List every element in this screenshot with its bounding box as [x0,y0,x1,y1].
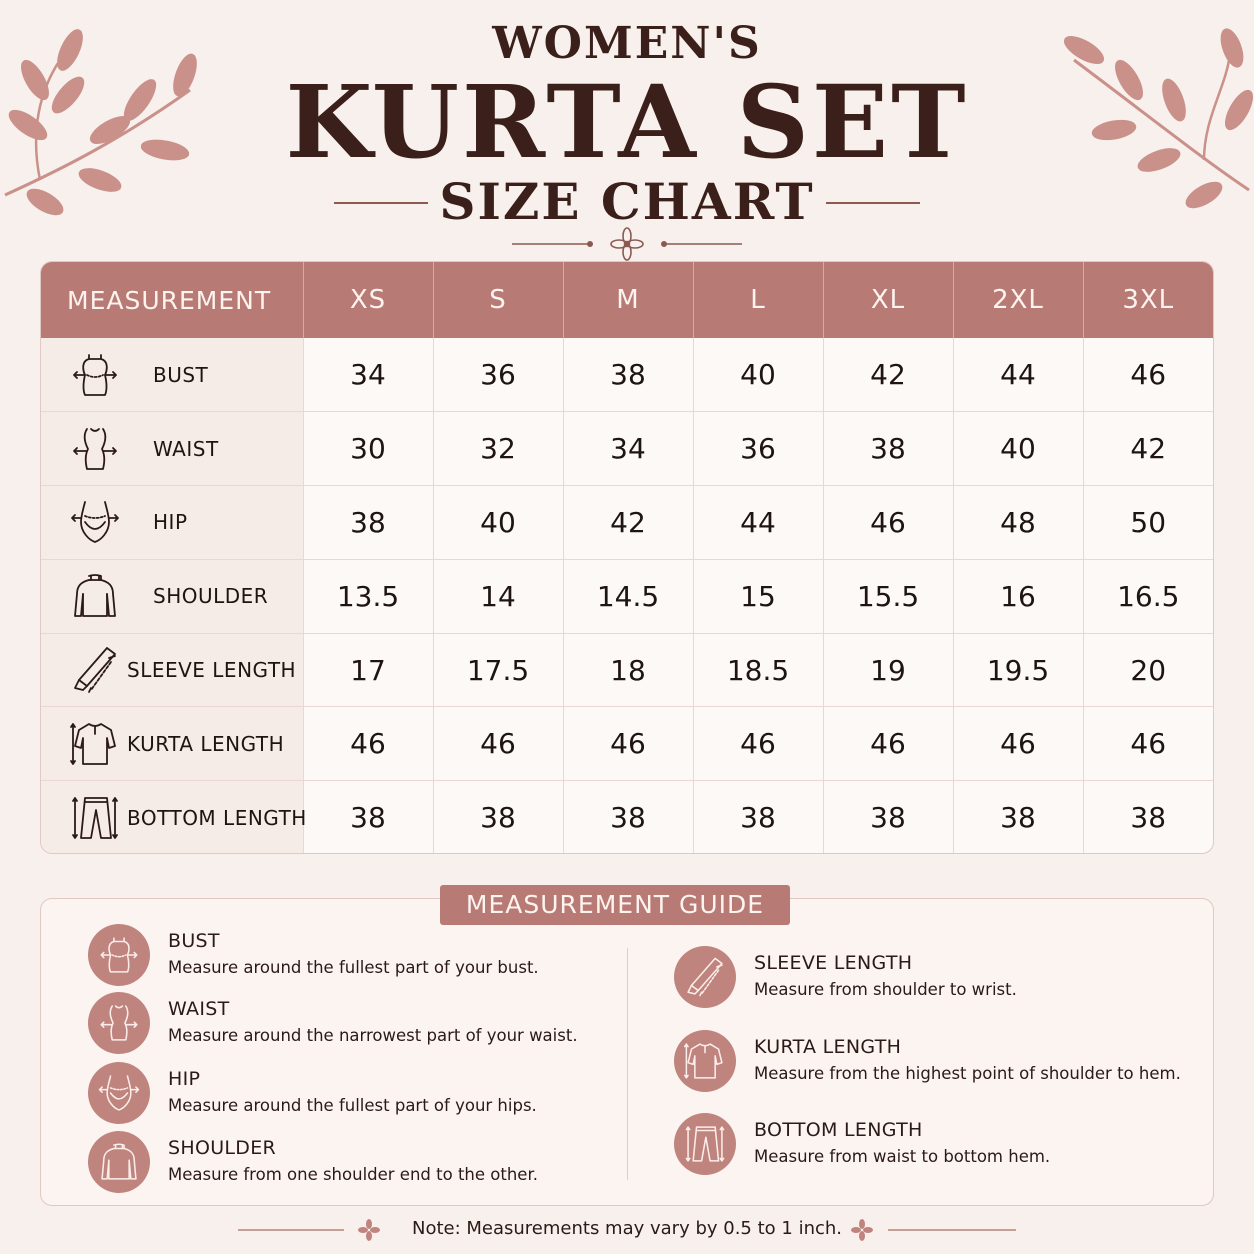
table-cell: 38 [953,781,1083,854]
table-cell: 38 [823,781,953,854]
guide-item-name: WAIST [168,998,230,1020]
guide-item-description: Measure from shoulder to wrist. [754,980,1017,999]
table-cell: 15 [693,559,823,633]
table-row [41,486,1213,560]
row-label-cell [41,633,303,707]
table-cell: 40 [953,412,1083,486]
guide-item-description: Measure around the fullest part of your hips. [168,1096,537,1115]
table-cell: 46 [1083,707,1213,781]
row-label: HIP [153,510,188,535]
flower-ornament-icon [512,226,742,262]
sleeve-icon [69,644,121,696]
guide-item-name: HIP [168,1068,201,1090]
row-label-cell [41,412,303,486]
table-cell: 44 [953,338,1083,412]
title-womens: WOMEN'S [492,18,762,69]
row-label-cell [41,707,303,781]
guide-item [674,946,1234,1010]
title-size-chart: SIZE CHART [439,172,815,231]
table-cell: 40 [693,338,823,412]
table-cell: 15.5 [823,559,953,633]
table-cell: 18 [563,633,693,707]
guide-item [88,1131,648,1195]
table-cell: 16.5 [1083,559,1213,633]
table-cell: 38 [433,781,563,854]
kurta-icon [674,1030,736,1092]
guide-item-name: SLEEVE LENGTH [754,952,913,974]
table-cell: 46 [563,707,693,781]
table-cell: 14 [433,559,563,633]
table-cell: 19 [823,633,953,707]
guide-item-name: BUST [168,930,220,952]
table-row [41,781,1213,854]
table-row [41,338,1213,412]
table-cell: 38 [563,781,693,854]
table-cell: 34 [303,338,433,412]
table-cell: 38 [303,781,433,854]
guide-item [88,924,648,988]
shoulder-icon [88,1131,150,1193]
row-label: BUST [153,362,209,387]
table-cell: 36 [693,412,823,486]
table-cell: 38 [823,412,953,486]
table-cell: 46 [303,707,433,781]
guide-item [88,1062,648,1126]
guide-item-description: Measure around the fullest part of your bust. [168,958,539,977]
column-header-3xl: 3XL [1083,262,1213,338]
sleeve-icon [674,946,736,1008]
table-body [41,338,1213,854]
row-label: SHOULDER [153,584,269,609]
table-header-row [41,262,1213,338]
column-header-xs: XS [303,262,433,338]
table-cell: 18.5 [693,633,823,707]
table-cell: 42 [563,486,693,560]
table-cell: 17.5 [433,633,563,707]
table-cell: 46 [823,707,953,781]
row-label: SLEEVE LENGTH [127,658,297,683]
row-label-cell [41,338,303,412]
table-cell: 48 [953,486,1083,560]
row-label-cell [41,559,303,633]
table-cell: 44 [693,486,823,560]
hip-icon [69,496,121,548]
guide-item [674,1030,1234,1094]
guide-item [674,1113,1234,1177]
guide-item-name: BOTTOM LENGTH [754,1119,923,1141]
table-cell: 46 [953,707,1083,781]
column-header-xl: XL [823,262,953,338]
table-row [41,412,1213,486]
shoulder-icon [69,570,121,622]
table-cell: 38 [303,486,433,560]
guide-item-description: Measure from the highest point of shoulder to hem. [754,1064,1181,1083]
size-chart-table [40,261,1214,854]
table-row [41,633,1213,707]
measurement-guide-title: MEASUREMENT GUIDE [440,885,790,925]
table-cell: 34 [563,412,693,486]
column-header-measurement: MEASUREMENT [41,262,303,338]
pants-icon [674,1113,736,1175]
row-label-cell [41,486,303,560]
hip-icon [88,1062,150,1124]
column-header-l: L [693,262,823,338]
table-cell: 46 [1083,338,1213,412]
column-header-2xl: 2XL [953,262,1083,338]
guide-item-description: Measure around the narrowest part of your waist. [168,1026,578,1045]
table-cell: 42 [823,338,953,412]
title-rule-right [826,202,920,204]
table-cell: 46 [693,707,823,781]
table-cell: 14.5 [563,559,693,633]
title-kurta-set: KURTA SET [285,63,969,181]
row-label: WAIST [153,436,219,461]
table-cell: 20 [1083,633,1213,707]
kurta-icon [69,718,121,770]
row-label: BOTTOM LENGTH [127,805,307,830]
guide-item [88,992,648,1056]
column-header-m: M [563,262,693,338]
title-rule-left [334,202,428,204]
table-cell: 17 [303,633,433,707]
bust-icon [69,349,121,401]
table-cell: 50 [1083,486,1213,560]
table-cell: 46 [433,707,563,781]
table-cell: 38 [563,338,693,412]
row-label: KURTA LENGTH [127,731,285,756]
guide-item-description: Measure from one shoulder end to the other. [168,1165,538,1184]
guide-item-description: Measure from waist to bottom hem. [754,1147,1051,1166]
table-cell: 42 [1083,412,1213,486]
footer-note: Note: Measurements may vary by 0.5 to 1 inch. [411,1218,842,1239]
table-cell: 19.5 [953,633,1083,707]
table-cell: 13.5 [303,559,433,633]
table-cell: 40 [433,486,563,560]
table-cell: 30 [303,412,433,486]
bust-icon [88,924,150,986]
row-label-cell [41,781,307,854]
table-cell: 32 [433,412,563,486]
waist-icon [88,992,150,1054]
table-cell: 38 [693,781,823,854]
column-header-s: S [433,262,563,338]
table-cell: 46 [823,486,953,560]
table-row [41,559,1213,633]
table-cell: 38 [1130,801,1167,835]
table-cell: 16 [953,559,1083,633]
pants-icon [69,792,121,844]
waist-icon [69,423,121,475]
table-cell: 36 [433,338,563,412]
guide-item-name: KURTA LENGTH [754,1036,902,1058]
table-row [41,707,1213,781]
guide-item-name: SHOULDER [168,1137,277,1159]
